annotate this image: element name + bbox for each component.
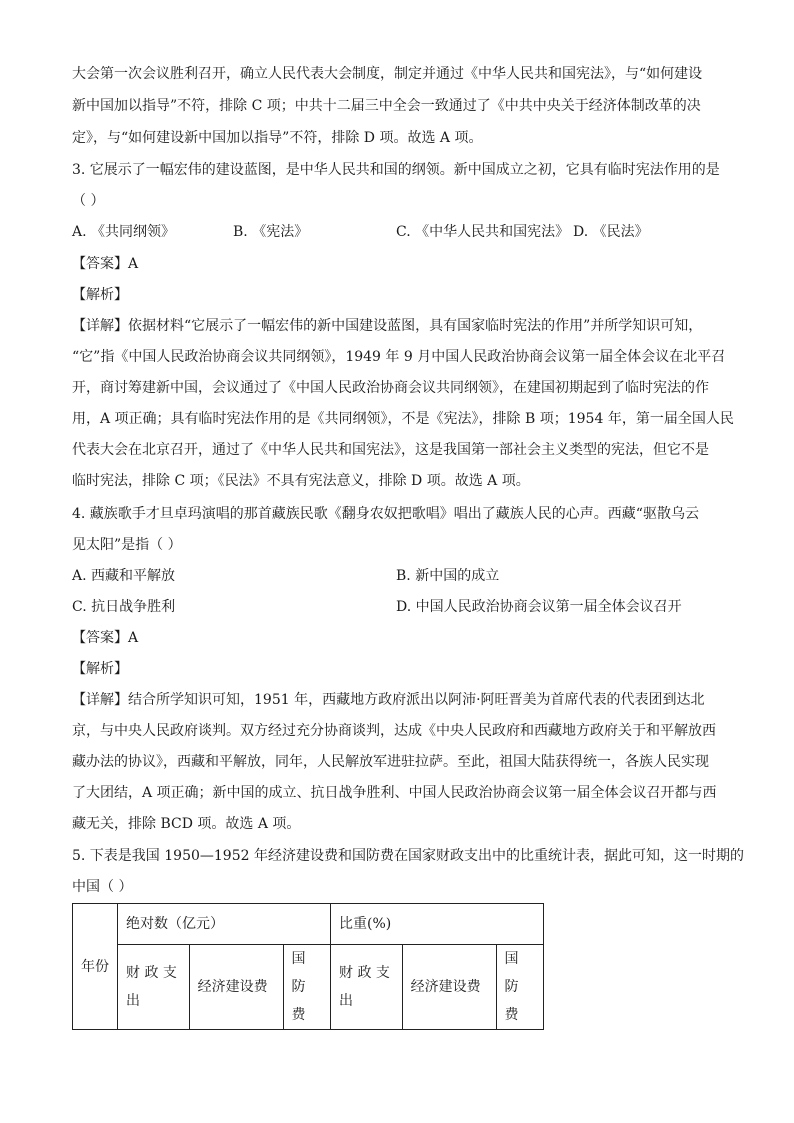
question-5-stem-line2: 中国（ ）	[72, 879, 133, 895]
question-3-detail	[72, 316, 702, 336]
question-4-option-d: D. 中国人民政治协商会议第一届全体会议召开	[396, 599, 682, 615]
question-3-option-a: A. 《共同纲领》	[72, 224, 176, 240]
question-3-option-b: B. 《宪法》	[233, 224, 309, 240]
detail-label: 【详解】	[72, 692, 128, 708]
detail-line: 临时宪法，排除 C 项；《民法》不具有宪法意义，排除 D 项。故选 A 项。	[72, 473, 530, 489]
question-3-stem: 3. 它展示了一幅宏伟的建设蓝图，是中华人民共和国的纲领。新中国成立之初，它具有临时宪法作用的是	[72, 162, 720, 178]
detail-line: 代表大会在北京召开，通过了《中华人民共和国宪法》，这是我国第一部社会主义类型的宪法，但它不是	[72, 442, 709, 458]
question-3-analysis-label: 【解析】	[72, 287, 128, 303]
fiscal-line: 出	[339, 993, 353, 1009]
economic-construction-header: 经济建设费	[402, 945, 496, 1030]
defense-header	[283, 945, 330, 1030]
percentage-header: 比重(%)	[331, 904, 544, 945]
answer-label: 【答案】	[72, 630, 128, 646]
detail-label: 【详解】	[72, 318, 128, 334]
detail-text: 结合所学知识可知，1951 年，西藏地方政府派出以阿沛·阿旺晋美为首席代表的代表团到达北	[128, 692, 705, 708]
question-4-option-b: B. 新中国的成立	[396, 568, 500, 584]
fiscal-expenditure-header	[118, 945, 190, 1030]
detail-line: 京，与中央人民政府谈判。双方经过充分协商谈判，达成《中央人民政府和西藏地方政府关于和平解放西	[72, 723, 716, 739]
fiscal-expenditure-header	[331, 945, 403, 1030]
answer-label: 【答案】	[72, 256, 128, 272]
defense-line: 费	[291, 1007, 306, 1023]
detail-line: 藏办法的协议》，西藏和平解放，同年，人民解放军进驻拉萨。至此，祖国大陆获得统一，各族人民实现	[72, 754, 709, 770]
defense-line: 国 防	[504, 951, 519, 995]
paragraph-line: 定》，与“如何建设新中国加以指导”不符，排除 D 项。故选 A 项。	[72, 130, 483, 146]
question-3-stem-bracket: （ ）	[72, 193, 105, 209]
answer-value: A	[128, 256, 139, 272]
year-header: 年份	[73, 904, 118, 1030]
paragraph-line: 大会第一次会议胜利召开，确立人民代表大会制度，制定并通过《中华人民共和国宪法》，与“如何建设	[72, 66, 703, 82]
paragraph-line: 新中国加以指导”不符，排除 C 项；中共十二届三中全会一致通过了《中共中央关于经济体制改革的决	[72, 98, 701, 114]
answer-value: A	[128, 630, 139, 646]
question-4-option-c: C. 抗日战争胜利	[72, 599, 176, 615]
fiscal-line: 财 政 支	[339, 965, 390, 981]
question-3-option-d: D. 《民法》	[573, 224, 649, 240]
detail-line: 用，A 项正确；具有临时宪法作用的是《共同纲领》，不是《宪法》，排除 B 项；1954 年，第一届全国人民	[72, 411, 734, 427]
question-4-stem-line2: 见太阳”是指（ ）	[72, 537, 182, 553]
question-4-answer	[72, 628, 138, 648]
detail-line: “它”指《中国人民政治协商会议共同纲领》，1949 年 9 月中国人民政治协商会议第一届全体会议在北平召	[72, 349, 726, 365]
question-5-stem: 5. 下表是我国 1950—1952 年经济建设费和国防费在国家财政支出中的比重统计表，据此可知，这一时期的	[72, 848, 744, 864]
detail-line: 开，商讨筹建新中国，会议通过了《中国人民政治协商会议共同纲领》，在建国初期起到了临时宪法的作	[72, 380, 709, 396]
detail-line: 藏无关，排除 BCD 项。故选 A 项。	[72, 816, 301, 832]
statistics-table	[72, 903, 544, 1030]
defense-line: 费	[504, 1007, 519, 1023]
fiscal-line: 财 政 支	[126, 965, 177, 981]
question-4-option-a: A. 西藏和平解放	[72, 568, 176, 584]
defense-header	[496, 945, 543, 1030]
question-4-analysis-label: 【解析】	[72, 661, 128, 677]
question-4-stem: 4. 藏族歌手才旦卓玛演唱的那首藏族民歌《翻身农奴把歌唱》唱出了藏族人民的心声。西藏“驱散乌云	[72, 506, 699, 522]
question-3-option-c: C. 《中华人民共和国宪法》	[396, 224, 570, 240]
defense-line: 国 防	[291, 951, 306, 995]
detail-text: 依据材料“它展示了一幅宏伟的新中国建设蓝图，具有国家临时宪法的作用”并所学知识可知，	[128, 318, 703, 334]
fiscal-line: 出	[126, 993, 140, 1009]
detail-line: 了大团结，A 项正确；新中国的成立、抗日战争胜利、中国人民政治协商会议第一届全体会议召开都与西	[72, 785, 717, 801]
absolute-value-header: 绝对数（亿元）	[118, 904, 331, 945]
question-3-answer	[72, 254, 138, 274]
economic-construction-header: 经济建设费	[189, 945, 283, 1030]
question-4-detail	[72, 690, 705, 710]
